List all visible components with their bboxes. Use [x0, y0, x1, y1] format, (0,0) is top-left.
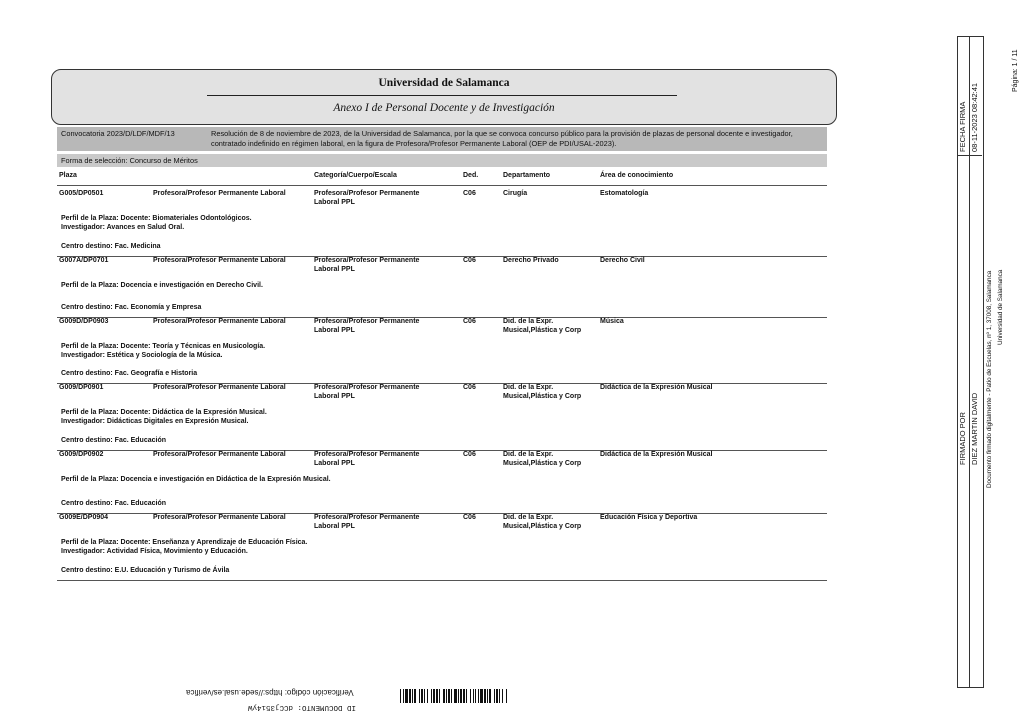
barcode-bar [414, 689, 416, 703]
barcode-bar [409, 689, 411, 703]
convocatoria-text: Resolución de 8 de noviembre de 2023, de la Universidad de Salamanca, por la que se convoca concurso público para la provisión de plazas de personal docente e investigador, contratado indefinido en régimen laboral, en la figura de Profesora/Profesor Permanente Laboral (OEP de PDI/USAL-2023). [211, 129, 793, 148]
barcode-bar [494, 689, 495, 703]
perfil-investigador: Investigador: Didácticas Digitales en Expresión Musical. [61, 417, 249, 425]
barcode-bar [431, 689, 432, 703]
cell-cat2: Laboral PPL [314, 459, 355, 467]
cell-puesto: Profesora/Profesor Permanente Laboral [153, 514, 286, 521]
col-departamento: Departamento [503, 172, 551, 179]
table-row [57, 451, 827, 513]
cell-plaza: G009/DP0902 [59, 451, 104, 458]
convocatoria-code: Convocatoria 2023/D/LDF/MDF/13 [61, 129, 175, 138]
cell-ded: C06 [463, 514, 476, 521]
table-row [57, 190, 827, 256]
cell-cat2: Laboral PPL [314, 265, 355, 273]
cell-cat1: Profesora/Profesor Permanente [314, 451, 420, 458]
centro-destino: Centro destino: E.U. Educación y Turismo de Ávila [61, 567, 230, 574]
barcode-bar [443, 689, 445, 703]
barcode-bar [403, 689, 404, 703]
perfil-plaza: Perfil de la Plaza: Docente: Didáctica de la Expresión Musical. [61, 409, 267, 416]
barcode-bar [421, 689, 423, 703]
forma-seleccion-bar [57, 154, 827, 167]
barcode-bar [433, 689, 435, 703]
table-row [57, 257, 827, 317]
cell-ded: C06 [463, 384, 476, 391]
cell-plaza: G005/DP0501 [59, 190, 104, 197]
centro-destino: Centro destino: Fac. Economía y Empresa [61, 304, 202, 311]
perfil-investigador: Investigador: Estética y Sociología de la Música. [61, 351, 223, 359]
signature-row-divider [957, 155, 982, 156]
cell-dep2: Musical,Plástica y Corp [503, 522, 582, 530]
cell-cat1: Profesora/Profesor Permanente [314, 514, 420, 521]
cell-dep2: Musical,Plástica y Corp [503, 459, 582, 467]
cell-ded: C06 [463, 451, 476, 458]
barcode-bar [458, 689, 459, 703]
document-id: ID DOCUMENTO: dCCj35i4yW [248, 703, 357, 711]
barcode-bar [475, 689, 476, 703]
cell-plaza: G009E/DP0904 [59, 514, 109, 521]
barcode-bar [400, 689, 401, 703]
barcode-icon [400, 689, 508, 703]
barcode-bar [502, 689, 503, 703]
page-number: Página: 1 / 11 [1012, 49, 1019, 92]
cell-puesto: Profesora/Profesor Permanente Laboral [153, 384, 286, 391]
cell-cat2: Laboral PPL [314, 326, 355, 334]
firmado-por-value: DIEZ MARTIN DAVID [970, 392, 979, 465]
barcode-bar [446, 689, 447, 703]
barcode-bar [480, 689, 483, 703]
row-separator [57, 580, 827, 581]
cell-ded: C06 [463, 257, 476, 264]
cell-cat1: Profesora/Profesor Permanente [314, 190, 420, 197]
barcode-bar [412, 689, 413, 703]
cell-area: Didáctica de la Expresión Musical [600, 451, 713, 458]
barcode-bar [478, 689, 479, 703]
annex-header [51, 69, 837, 125]
cell-plaza: G009D/DP0903 [59, 318, 109, 325]
cell-dep2: Musical,Plástica y Corp [503, 392, 582, 400]
annex-title: Anexo I de Personal Docente y de Investigación [333, 102, 555, 114]
cell-dep1: Did. de la Expr. [503, 384, 554, 391]
cell-cat2: Laboral PPL [314, 198, 355, 206]
cell-puesto: Profesora/Profesor Permanente Laboral [153, 257, 286, 264]
fecha-firma-label: FECHA FIRMA [958, 101, 967, 152]
university-name: Universidad de Salamanca [378, 77, 510, 89]
cell-area: Estomatología [600, 190, 649, 197]
header-divider [207, 95, 677, 96]
cell-dep1: Did. de la Expr. [503, 318, 554, 325]
convocatoria-bar [57, 127, 827, 151]
cell-dep1: Derecho Privado [503, 257, 559, 264]
cell-area: Derecho Civil [600, 257, 645, 264]
perfil-plaza: Perfil de la Plaza: Docencia e investigación en Didáctica de la Expresión Musical. [61, 476, 331, 483]
barcode-bar [489, 689, 491, 703]
perfil-plaza: Perfil de la Plaza: Docente: Teoría y Técnicas en Musicología. [61, 343, 266, 350]
cell-cat1: Profesora/Profesor Permanente [314, 318, 420, 325]
cell-plaza: G007A/DP0701 [59, 257, 109, 264]
cell-puesto: Profesora/Profesor Permanente Laboral [153, 190, 286, 197]
cell-dep1: Did. de la Expr. [503, 451, 554, 458]
col-area: Área de conocimiento [600, 172, 674, 179]
centro-destino: Centro destino: Fac. Medicina [61, 243, 161, 250]
fecha-firma-value: 08-11-2023 08:42:41 [970, 82, 979, 152]
cell-cat2: Laboral PPL [314, 522, 355, 530]
barcode-bar [506, 689, 507, 703]
forma-seleccion: Forma de selección: Concurso de Méritos [61, 156, 198, 165]
barcode-bar [484, 689, 486, 703]
cell-puesto: Profesora/Profesor Permanente Laboral [153, 318, 286, 325]
barcode-bar [405, 689, 408, 703]
cell-dep1: Did. de la Expr. [503, 514, 554, 521]
cell-area: Didáctica de la Expresión Musical [600, 384, 713, 391]
firmado-por-label: FIRMADO POR [958, 412, 967, 465]
table-row [57, 384, 827, 450]
barcode-bar [448, 689, 450, 703]
table-row [57, 318, 827, 383]
col-dedicacion: Ded. [463, 172, 479, 179]
col-plaza: Plaza [59, 172, 77, 179]
barcode-bar [466, 689, 467, 703]
centro-destino: Centro destino: Fac. Educación [61, 437, 167, 444]
document-note: Documento firmado digitalmente - Patio de Escuelas, nº 1, 37008, Salamanca [986, 270, 993, 488]
barcode-bar [436, 689, 438, 703]
barcode-bar [427, 689, 428, 703]
cell-ded: C06 [463, 190, 476, 197]
header-rule [57, 185, 827, 186]
barcode-bar [439, 689, 440, 703]
cell-puesto: Profesora/Profesor Permanente Laboral [153, 451, 286, 458]
cell-cat1: Profesora/Profesor Permanente [314, 257, 420, 264]
barcode-bar [470, 689, 471, 703]
centro-destino: Centro destino: Fac. Educación [61, 500, 167, 507]
cell-dep2: Musical,Plástica y Corp [503, 326, 582, 334]
barcode-bar [496, 689, 498, 703]
barcode-bar [499, 689, 500, 703]
document-organization: Universidad de Salamanca [997, 269, 1004, 345]
verification-text: Verificación código: https://sede.usal.es/verifica [186, 688, 354, 697]
cell-plaza: G009/DP0901 [59, 384, 104, 391]
barcode-bar [451, 689, 452, 703]
centro-destino: Centro destino: Fac. Geografía e Historia [61, 370, 198, 377]
perfil-plaza: Perfil de la Plaza: Docente: Biomateriales Odontológicos. [61, 215, 252, 222]
cell-ded: C06 [463, 318, 476, 325]
barcode-bar [419, 689, 420, 703]
cell-area: Música [600, 318, 624, 325]
perfil-plaza: Perfil de la Plaza: Docente: Enseñanza y Aprendizaje de Educación Física. [61, 539, 308, 546]
barcode-bar [473, 689, 474, 703]
cell-dep1: Cirugía [503, 190, 528, 197]
barcode-bar [460, 689, 462, 703]
perfil-plaza: Perfil de la Plaza: Docencia e investigación en Derecho Civil. [61, 282, 263, 289]
col-categoria: Categoría/Cuerpo/Escala [314, 172, 397, 179]
cell-area: Educación Física y Deportiva [600, 514, 698, 521]
barcode-bar [487, 689, 488, 703]
perfil-investigador: Investigador: Actividad Física, Movimiento y Educación. [61, 547, 248, 555]
cell-cat1: Profesora/Profesor Permanente [314, 384, 420, 391]
table-row [57, 514, 827, 580]
barcode-bar [424, 689, 425, 703]
table-header [57, 172, 827, 184]
perfil-investigador: Investigador: Avances en Salud Oral. [61, 223, 185, 231]
barcode-bar [463, 689, 465, 703]
cell-cat2: Laboral PPL [314, 392, 355, 400]
barcode-bar [454, 689, 457, 703]
